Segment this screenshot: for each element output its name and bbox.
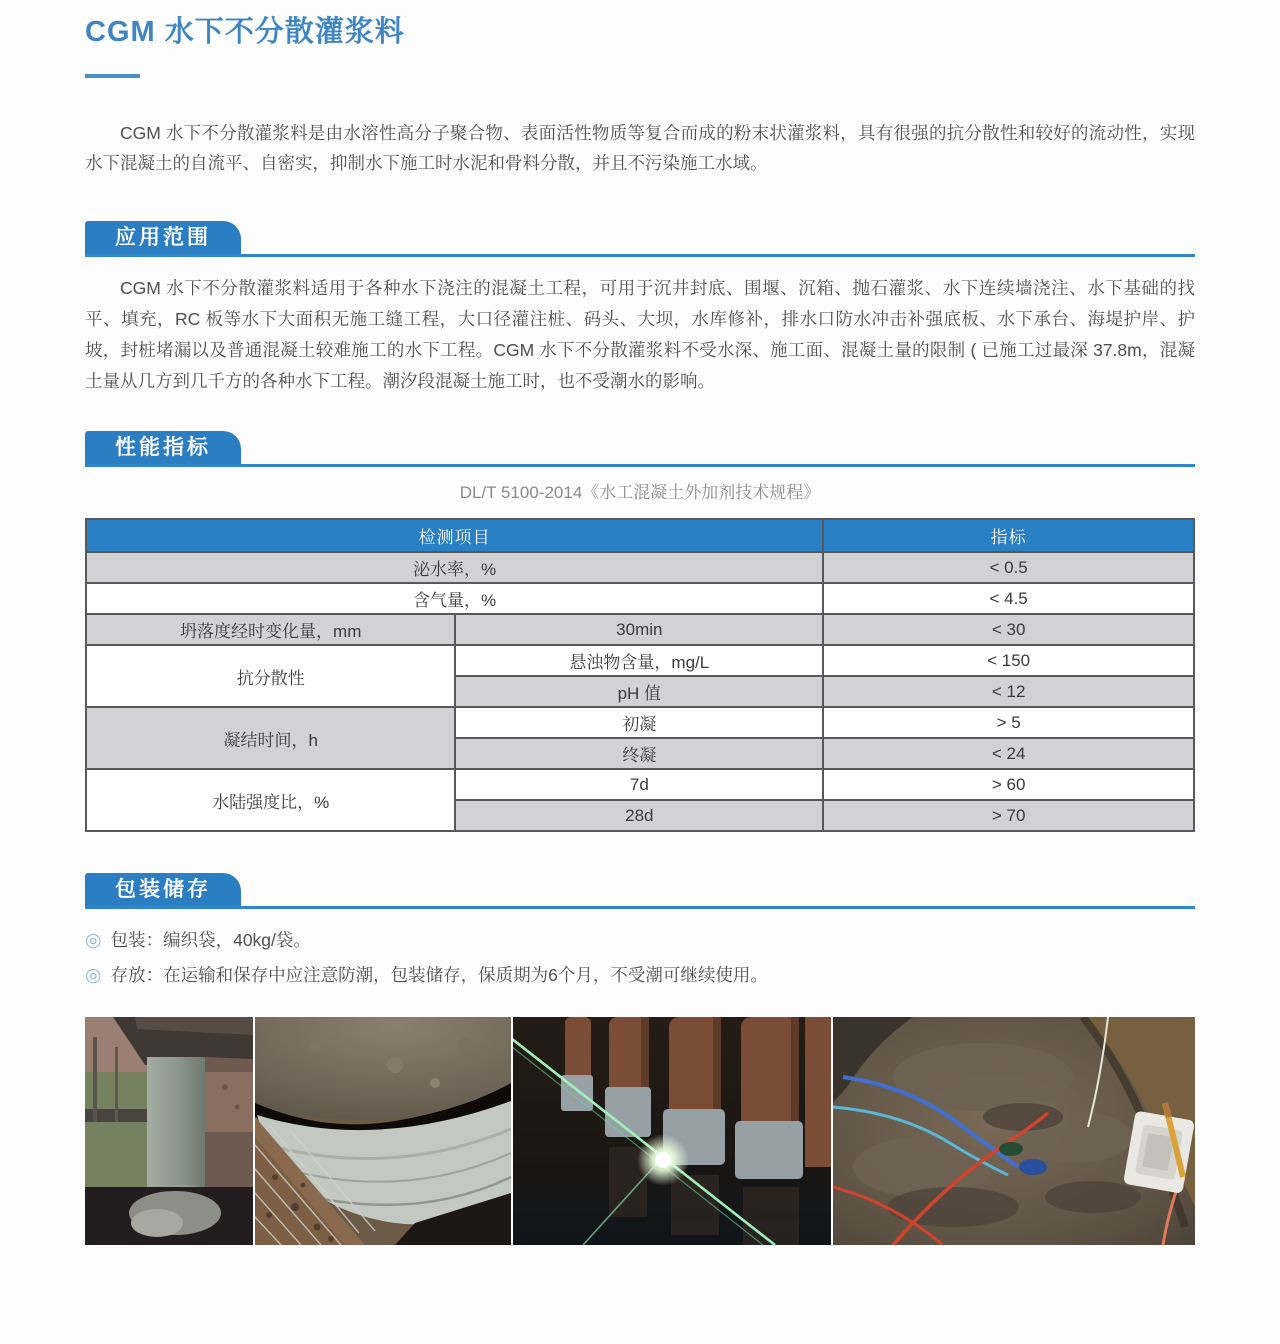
cell-slump-sub: 30min [455,614,823,645]
section-header-application [85,221,1195,257]
photo-strip [85,1017,1195,1245]
section-tab-performance: 性能指标 [85,431,241,464]
table-row [86,645,1194,676]
double-circle-bullet-icon: ◎ [85,930,102,951]
bullet-text: 包装：编织袋，40kg/袋。 [110,930,311,950]
cell-final-set: 终凝 [455,738,823,769]
cell-28d: 28d [455,800,823,831]
double-circle-bullet-icon: ◎ [85,965,102,986]
cell-7d-value: > 60 [823,769,1194,800]
cell-slump-change: 坍落度经时变化量，mm [86,614,455,645]
cell-suspended-solids-value: < 150 [823,645,1194,676]
section-header-performance [85,431,1195,467]
cell-ph-value: < 12 [823,676,1194,707]
photo-pier-base-closeup [255,1017,511,1245]
table-row [86,583,1194,614]
cell-slump-value: < 30 [823,614,1194,645]
title-underline [85,74,140,78]
bullet-text: 存放：在运输和保存中应注意防潮，包装储存，保质期为6个月，不受潮可继续使用。 [110,965,768,985]
table-header-row [86,519,1194,552]
cell-air-content: 含气量，% [86,583,823,614]
header-cell-item: 检测项目 [86,519,823,552]
table-row [86,614,1194,645]
cell-ph: pH 值 [455,676,823,707]
cell-strength-ratio: 水陆强度比，% [86,769,455,831]
cell-final-set-value: < 24 [823,738,1194,769]
photo-cofferdam-mud-pit [833,1017,1195,1245]
section-tab-packaging: 包装储存 [85,873,241,906]
page-title: CGM 水下不分散灌浆料 [85,16,405,48]
cell-initial-set: 初凝 [455,707,823,738]
list-item [85,958,1195,993]
cell-anti-dispersion: 抗分散性 [86,645,455,707]
cell-bleeding-rate-value: < 0.5 [823,552,1194,583]
performance-table [85,518,1195,832]
cell-air-content-value: < 4.5 [823,583,1194,614]
table-row [86,707,1194,738]
section-header-packaging [85,873,1195,909]
intro-paragraph: CGM 水下不分散灌浆料是由水溶性高分子聚合物、表面活性物质等复合而成的粉末状灌浆料，具有很强的抗分散性和较好的流动性，实现水下混凝土的自流平、自密实，抑制水下施工时水泥和骨料分散，并且不污染施工水域。 [85,123,1195,173]
standard-reference: DL/T 5100-2014《水工混凝土外加剂技术规程》 [459,483,821,502]
photo-pier-column-worksite [85,1017,253,1245]
header-cell-index: 指标 [823,519,1194,552]
cell-bleeding-rate: 泌水率，% [86,552,823,583]
list-item [85,923,1195,958]
cell-7d: 7d [455,769,823,800]
table-row [86,769,1194,800]
packaging-bullets [85,923,1195,993]
section-tab-application: 应用范围 [85,221,241,254]
cell-28d-value: > 70 [823,800,1194,831]
cell-suspended-solids: 悬浊物含量，mg/L [455,645,823,676]
application-paragraph: CGM 水下不分散灌浆料适用于各种水下浇注的混凝土工程，可用于沉井封底、围堰、沉箱、抛石灌浆、水下连续墙浇注、水下基础的找平、填充，RC 板等水下大面积无施工缝工程，大口径灌注桩、码头、大坝，水库修补，排水口防水冲击补强底板、水下承台、海堤护岸、护坡，封桩堵漏以及普通混凝土较难施工的水下工程。CGM 水下不分散灌浆料不受水深、施工面、混凝土量的限制 ( 已施工过最深 37.8m，混凝土量从几方到几千方的各种水下工程。潮汐段混凝土施工时，也不受潮水的影响。 [85,278,1195,391]
table-row [86,552,1194,583]
cell-initial-set-value: > 5 [823,707,1194,738]
photo-night-piles-laser [513,1017,831,1245]
cell-setting-time: 凝结时间，h [86,707,455,769]
